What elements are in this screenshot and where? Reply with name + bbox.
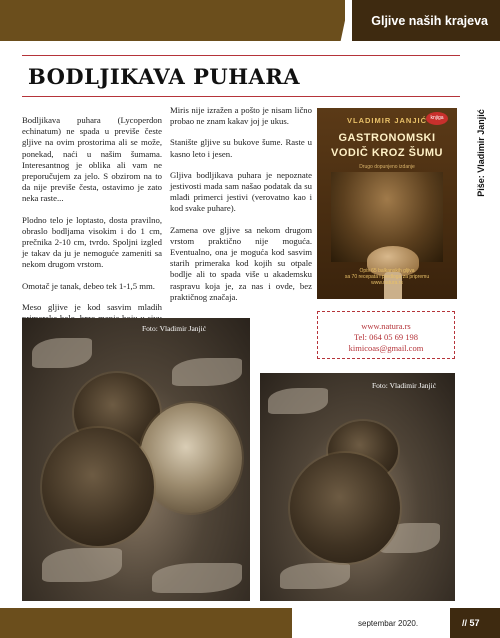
book-title-line-2: VODIČ KROZ ŠUMU bbox=[331, 147, 443, 159]
book-info-line-1: Opis 65 balkanskih gljiva bbox=[359, 268, 415, 274]
top-banner bbox=[0, 0, 500, 41]
book-cover-ad bbox=[317, 108, 457, 299]
book-author: VLADIMIR JANJIĆ bbox=[346, 116, 427, 125]
book-info bbox=[317, 268, 457, 286]
puffball bbox=[290, 453, 400, 563]
issue-date: septembar 2020. bbox=[358, 619, 419, 628]
paragraph: Stanište gljive su bukove šume. Raste u kasno leto i jesen. bbox=[170, 137, 312, 159]
paragraph: Bodljikava puhara (Lycoperdon echinatum) ne spada u previše česte gljive na ovim prostorima ali se može, ponekad, naći u našim šumama. Interesantnog je oblika ali vam ne preporučujem za jelo. S obzirom na to da nije previše česta, ostavimo je zato neka raste... bbox=[22, 115, 162, 204]
top-banner-left bbox=[0, 0, 345, 41]
title-rule-top bbox=[22, 55, 460, 56]
puffball bbox=[42, 428, 154, 546]
title-rule-bottom bbox=[22, 96, 460, 97]
article-title: BODLJIKAVA PUHARA bbox=[28, 64, 301, 89]
paragraph: Miris nije izražen a pošto je nisam lično probao ne znam kakav joj je ukus. bbox=[170, 105, 312, 127]
article-column-1 bbox=[22, 115, 162, 345]
book-badge: knjiga bbox=[426, 112, 448, 125]
article-column-2 bbox=[170, 105, 312, 313]
leaf bbox=[32, 338, 92, 368]
leaf bbox=[268, 388, 328, 414]
page-number: // 57 bbox=[462, 618, 480, 628]
footer-bar-left bbox=[0, 608, 292, 638]
puffball bbox=[140, 403, 242, 513]
contact-website[interactable]: www.natura.rs bbox=[361, 321, 411, 331]
leaf bbox=[172, 358, 242, 386]
mushroom-photo-2 bbox=[260, 373, 455, 601]
paragraph: Zamena ove gljive sa nekom drugom vrstom praktično nije moguća. Eventualno, ona je moguća kod sasvim starih primeraka kod kojih su otpale bodlje ali to spada više u akademsku raspravu koja je, za nas i ovde, bez praktičnog značaja. bbox=[170, 224, 312, 302]
book-title-line-1: GASTRONOMSKI bbox=[338, 132, 436, 144]
contact-box bbox=[317, 311, 455, 359]
book-subtitle: Drugo dopunjeno izdanje bbox=[359, 164, 415, 170]
leaf bbox=[152, 563, 242, 593]
mushroom-photo-1 bbox=[22, 318, 250, 601]
photo-caption: Foto: Vladimir Janjić bbox=[372, 381, 437, 390]
footer bbox=[0, 608, 500, 638]
paragraph: Meso gljive je kod sasvim mladih bbox=[22, 301, 162, 312]
contact-email[interactable]: kimicoas@gmail.com bbox=[348, 343, 424, 353]
section-title: Gljive naših krajeva bbox=[371, 14, 488, 28]
book-website: www.natura.rs bbox=[371, 280, 403, 286]
contact-phone: Tel: 064 05 69 198 bbox=[353, 332, 419, 342]
paragraph: Gljiva bodljikava puhara je nepoznate jestivosti mada sam našao podatak da su mlađi primerci jestivi (verovatno kao i kod svake puhare). bbox=[170, 169, 312, 214]
book-cover-mushroom-image bbox=[331, 172, 443, 262]
book-info-line-2: sa 70 recepata i predloga za pripremu bbox=[344, 274, 430, 280]
photo-caption: Foto: Vladimir Janjić bbox=[142, 324, 207, 333]
leaf bbox=[280, 563, 350, 589]
paragraph: Plodno telo je loptasto, dosta pravilno, obraslo bodljama visokim i do 1 cm, prečnika 2-10 cm, tvrdo. Spoljni izgled je takav da ju je nemoguće zameniti sa nekom drugom vrstom. bbox=[22, 214, 162, 270]
leaf bbox=[42, 548, 122, 582]
paragraph: Omotač je tanak, debeo tek 1-1,5 mm. bbox=[22, 280, 155, 291]
article-author: Piše: Vladimir Janjić bbox=[476, 109, 486, 197]
